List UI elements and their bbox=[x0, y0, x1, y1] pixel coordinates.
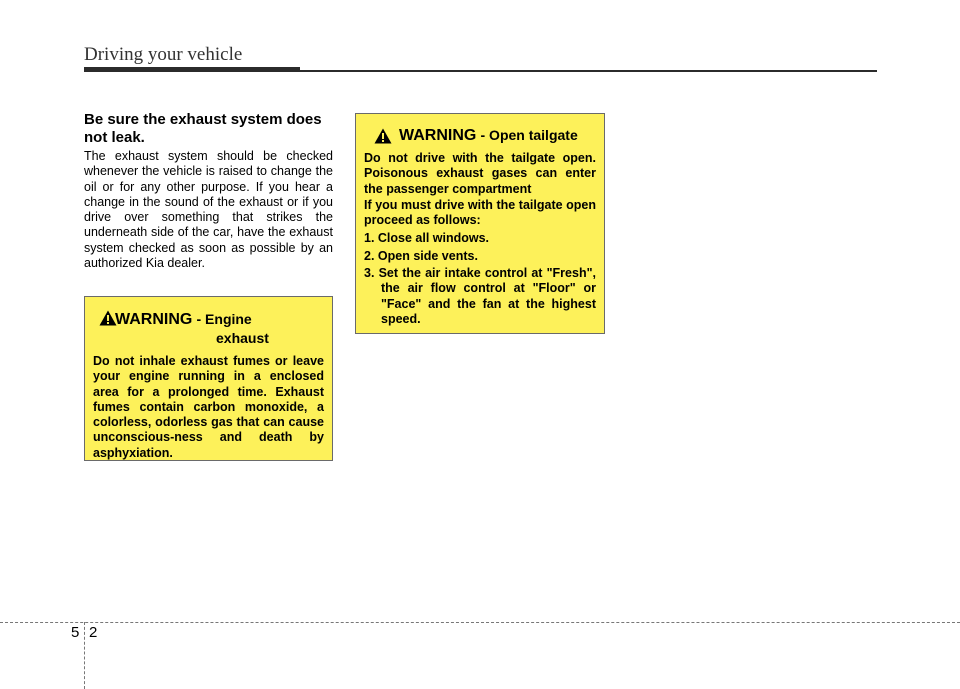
section-title: Driving your vehicle bbox=[84, 44, 243, 65]
page-number: 2 bbox=[89, 624, 98, 641]
list-item: 1. Close all windows. bbox=[364, 231, 490, 246]
warning-word: WARNING bbox=[399, 127, 477, 144]
list-item: 2. Open side vents. bbox=[364, 248, 478, 263]
warning-subject: - Open tailgate bbox=[480, 127, 578, 143]
warning-subject-cont: exhaust bbox=[216, 330, 269, 346]
warning-heading bbox=[364, 126, 596, 145]
warning-triangle-icon bbox=[374, 128, 392, 144]
title-rule bbox=[84, 70, 877, 72]
warning-body: Do not inhale exhaust fumes or leave your engine running in a enclosed area for a prolonged time. Exhaust fumes contain carbon monoxide, a colorless, odorless gas that can cause unconscious-ness and death by asphyxiation. bbox=[93, 354, 324, 460]
list-item: 3. Set the air intake control at "Fresh", the air flow control at "Floor" or "Face" and the fan at the highest speed. bbox=[364, 266, 596, 326]
warning-subject: - Engine bbox=[196, 311, 252, 327]
footer-divider bbox=[0, 622, 960, 623]
exhaust-body: The exhaust system should be checked whenever the vehicle is raised to change the oil or for any other purpose. If you hear a change in the sound of the exhaust or if you drive over something that strikes the underneath side of the car, have the exhaust system checked as soon as possible by an authorized Kia dealer. bbox=[84, 149, 333, 271]
warning-steps bbox=[364, 231, 596, 327]
footer-divider-vertical bbox=[84, 622, 85, 689]
warning-box-engine-exhaust bbox=[84, 296, 333, 461]
warning-para-2: If you must drive with the tailgate open proceed as follows: bbox=[364, 197, 596, 228]
exhaust-heading: Be sure the exhaust system does not leak. bbox=[84, 111, 322, 146]
warning-word: WARNING bbox=[115, 311, 193, 328]
warning-heading bbox=[93, 310, 324, 347]
warning-para-1: Do not drive with the tailgate open. Poisonous exhaust gases can enter the passenger compartment bbox=[364, 151, 596, 196]
warning-triangle-icon bbox=[99, 310, 117, 326]
chapter-number: 5 bbox=[71, 624, 80, 641]
warning-box-open-tailgate bbox=[355, 113, 605, 334]
